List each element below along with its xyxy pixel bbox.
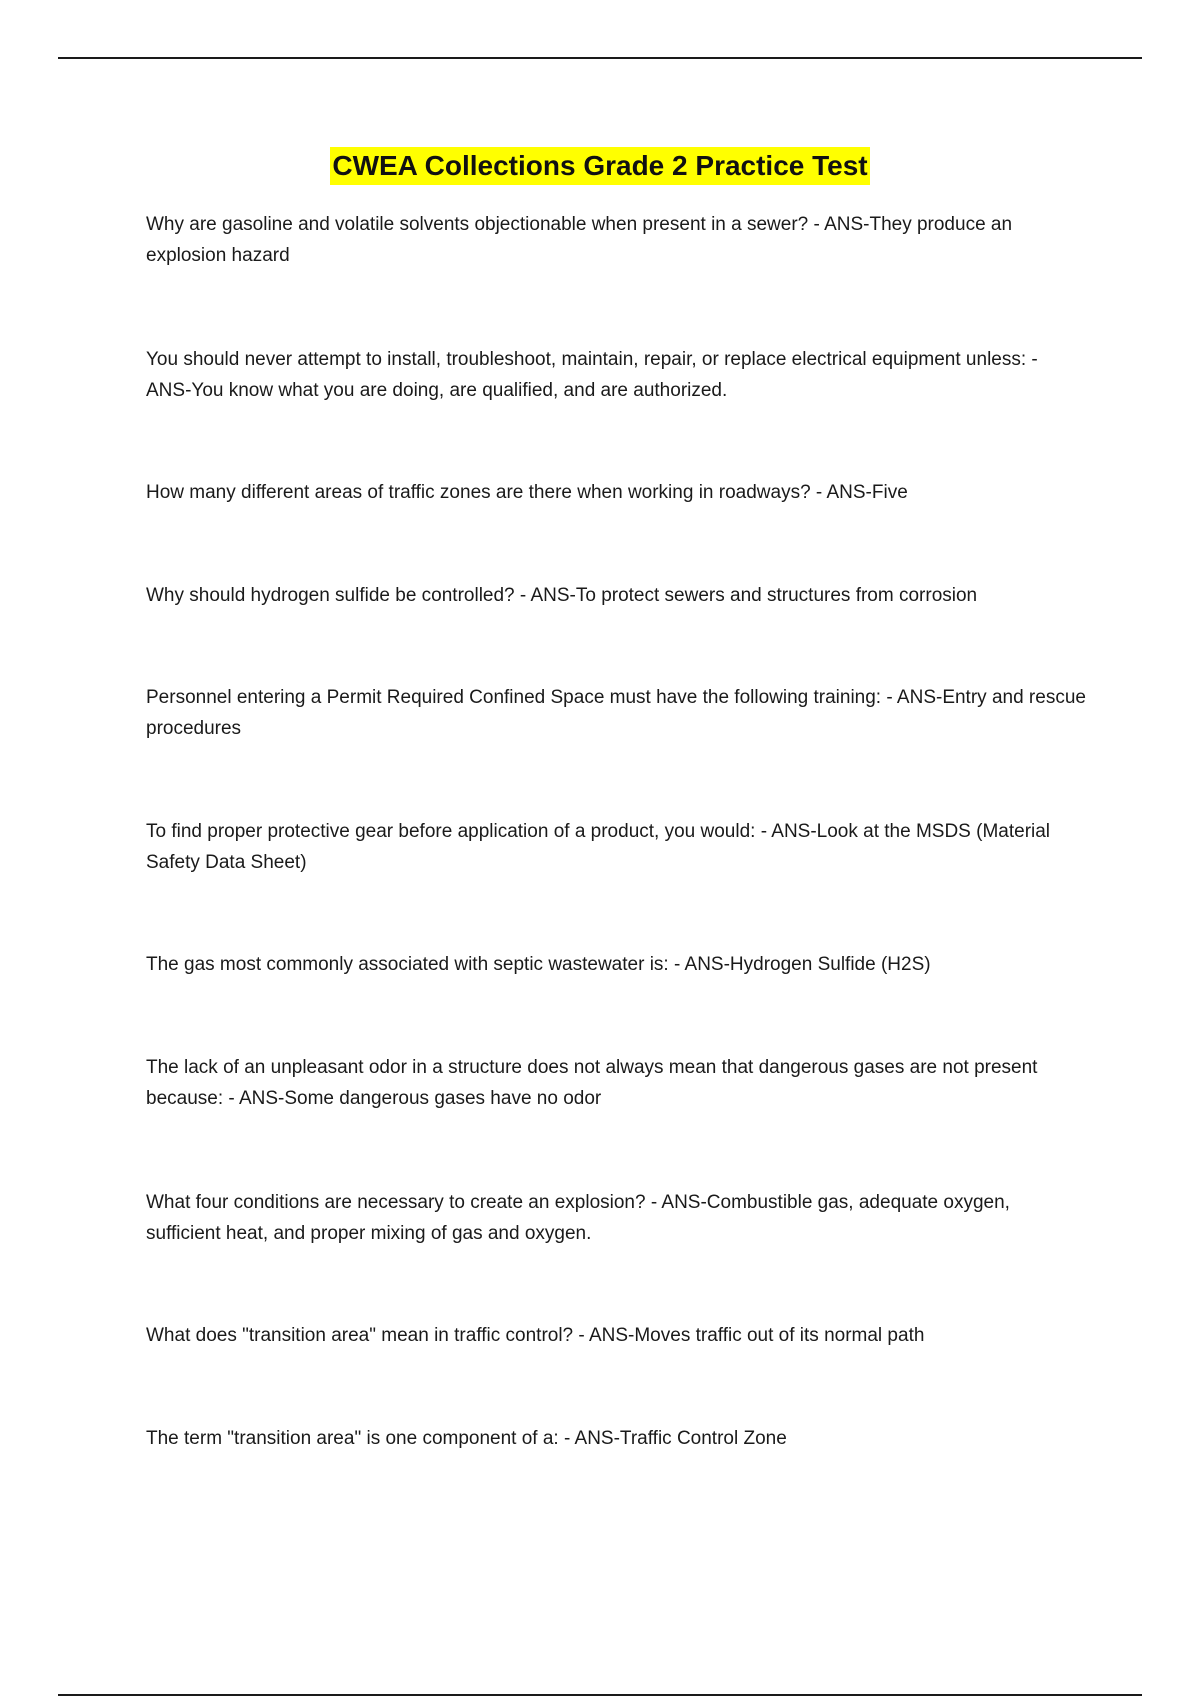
qa-item: Personnel entering a Permit Required Confined Space must have the following training: - ANS-Entry and rescue procedures xyxy=(146,687,1086,739)
qa-item: What four conditions are necessary to create an explosion? - ANS-Combustible gas, adequate oxygen, sufficient heat, and proper mixing of gas and oxygen. xyxy=(146,1192,1010,1244)
qa-item: The gas most commonly associated with septic wastewater is: - ANS-Hydrogen Sulfide (H2S) xyxy=(146,954,931,975)
qa-item: The lack of an unpleasant odor in a structure does not always mean that dangerous gases are not present because: - ANS-Some dangerous gases have no odor xyxy=(146,1057,1038,1109)
header-rule xyxy=(58,57,1142,59)
qa-item: Why are gasoline and volatile solvents objectionable when present in a sewer? - ANS-They produce an explosion hazard xyxy=(146,214,1013,266)
qa-item: How many different areas of traffic zones are there when working in roadways? - ANS-Five xyxy=(146,482,908,503)
title-container xyxy=(0,147,1200,185)
qa-item: Why should hydrogen sulfide be controlled? - ANS-To protect sewers and structures from corrosion xyxy=(146,585,978,606)
qa-item: To find proper protective gear before application of a product, you would: - ANS-Look at the MSDS (Material Safety Data Sheet) xyxy=(146,821,1051,873)
qa-item: What does "transition area" mean in traffic control? - ANS-Moves traffic out of its normal path xyxy=(146,1325,925,1346)
qa-item: The term "transition area" is one component of a: - ANS-Traffic Control Zone xyxy=(146,1428,787,1449)
footer-rule xyxy=(58,1694,1142,1696)
qa-item: You should never attempt to install, troubleshoot, maintain, repair, or replace electrical equipment unless: - ANS-You know what you are doing, are qualified, and are authorized. xyxy=(146,349,1038,401)
document-title: CWEA Collections Grade 2 Practice Test xyxy=(330,147,869,185)
